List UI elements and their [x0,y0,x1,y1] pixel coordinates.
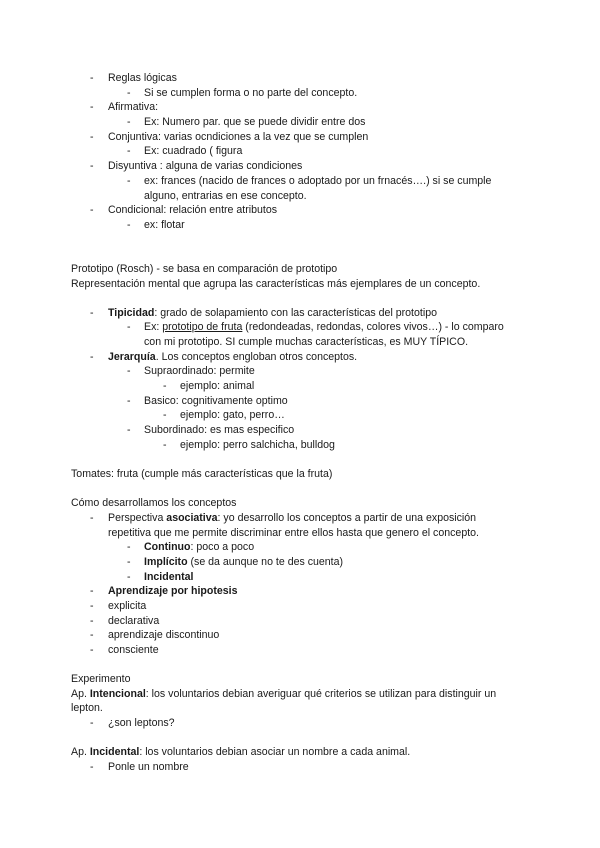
bullet-dash [90,130,94,144]
list-item-text: Si se cumplen forma o no parte del concepto. [144,87,358,99]
bullet-dash [127,423,131,437]
list-item-text: Subordinado: es mas especifico [144,424,295,436]
list-item-text [108,511,476,525]
list-item-text: Basico: cognitivamente optimo [144,395,288,407]
bullet-dash [90,306,94,320]
term-bold: Jerarquía [108,351,156,363]
paragraph [71,687,496,701]
list-item-text: ejemplo: perro salchicha, bulldog [180,439,335,451]
bullet-dash [90,159,94,173]
list-item-text: Ex: Numero par. que se puede dividir entre dos [144,116,366,128]
list-item-text [144,540,254,554]
example-text: (redondeadas, redondas, colores vivos…) - lo comparo [242,321,504,333]
list-item-text: Supraordinado: permite [144,365,255,377]
term-bold: Incidental [89,746,140,758]
bullet-dash [90,716,94,730]
paragraph: Tomates: fruta (cumple más características que la fruta) [71,468,333,480]
bullet-dash [90,760,94,774]
text-prefix: Ap. [71,746,90,758]
list-item-text: ejemplo: gato, perro… [180,409,285,421]
list-item-text: ejemplo: animal [180,380,255,392]
bullet-dash [90,71,94,85]
list-item-text: consciente [108,644,159,656]
term-definition: : los voluntarios debian averiguar qué criterios se utilizan para distinguir un [145,688,497,700]
bullet-dash [127,364,131,378]
list-item-text: repetitiva que me permite discriminar entre ellos hasta que genero el concepto. [108,527,479,539]
term-bold: asociativa [166,512,218,524]
list-item-text: ex: flotar [144,219,185,231]
list-item-text: ex: frances (nacido de frances o adoptado por un frnacés….) si se cumple [144,175,492,187]
bullet-dash [127,218,131,232]
bullet-dash [90,350,94,364]
paragraph: lepton. [71,702,103,714]
bullet-dash [127,115,131,129]
term-definition: : yo desarrollo los conceptos a partir de una exposición [217,512,477,524]
bullet-dash [90,584,94,598]
term-bold: Implícito [144,556,188,568]
list-item-text: Ex: cuadrado ( figura [144,145,243,157]
text-prefix: Perspectiva [108,512,167,524]
term-bold: Tipicidad [108,307,155,319]
list-item-text: con mi prototipo. SI cumple muchas características, es MUY TÍPICO. [144,336,469,348]
bullet-dash [90,100,94,114]
term-bold: Aprendizaje por hipotesis [108,585,238,597]
example-prefix: Ex: [144,321,163,333]
list-item-text: Ponle un nombre [108,761,189,773]
bullet-dash [163,408,167,422]
term-definition: : los voluntarios debian asociar un nombre a cada animal. [139,746,411,758]
term-definition: : grado de solapamiento con las características del prototipo [154,307,437,319]
bullet-dash [127,320,131,334]
bullet-dash [163,379,167,393]
text-prefix: Ap. [71,688,90,700]
term-bold: Intencional [89,688,146,700]
list-item-text [144,320,504,334]
list-item-text: Reglas lógicas [108,72,177,84]
bullet-dash [127,144,131,158]
section-heading: Cómo desarrollamos los conceptos [71,497,237,509]
term-definition: . Los conceptos engloban otros conceptos. [155,351,358,363]
list-item-text: Disyuntiva : alguna de varias condiciones [108,160,303,172]
paragraph: Representación mental que agrupa las características más ejemplares de un concepto. [71,278,481,290]
bullet-dash [127,394,131,408]
bullet-dash [127,540,131,554]
bullet-dash [90,511,94,525]
bullet-dash [127,570,131,584]
bullet-dash [127,86,131,100]
list-item-text: Afirmativa: [108,101,159,113]
term-definition: (se da aunque no te des cuenta) [187,556,344,568]
paragraph [71,745,410,759]
underlined-term: prototipo de fruta [162,321,243,333]
bullet-dash [90,643,94,657]
bullet-dash [163,438,167,452]
bullet-dash [90,614,94,628]
bullet-dash [127,174,131,188]
list-item-text: alguno, entrarias en ese concepto. [144,190,307,202]
bullet-dash [90,628,94,642]
term-definition: : poco a poco [190,541,255,553]
list-item-text: Condicional: relación entre atributos [108,204,278,216]
list-item-text [144,555,343,569]
list-item-text: aprendizaje discontinuo [108,629,220,641]
bullet-dash [90,599,94,613]
list-item-text: declarativa [108,615,160,627]
bullet-dash [127,555,131,569]
paragraph: Prototipo (Rosch) - se basa en comparación de prototipo [71,263,338,275]
list-item-text [108,350,357,364]
bullet-dash [90,203,94,217]
section-heading: Experimento [71,673,131,685]
list-item-text: ¿son leptons? [108,717,175,729]
list-item-text: Conjuntiva: varias ocndiciones a la vez que se cumplen [108,131,369,143]
list-item-text: explicita [108,600,147,612]
list-item-text [108,306,437,320]
term-bold: Incidental [144,571,194,583]
term-bold: Continuo [144,541,191,553]
